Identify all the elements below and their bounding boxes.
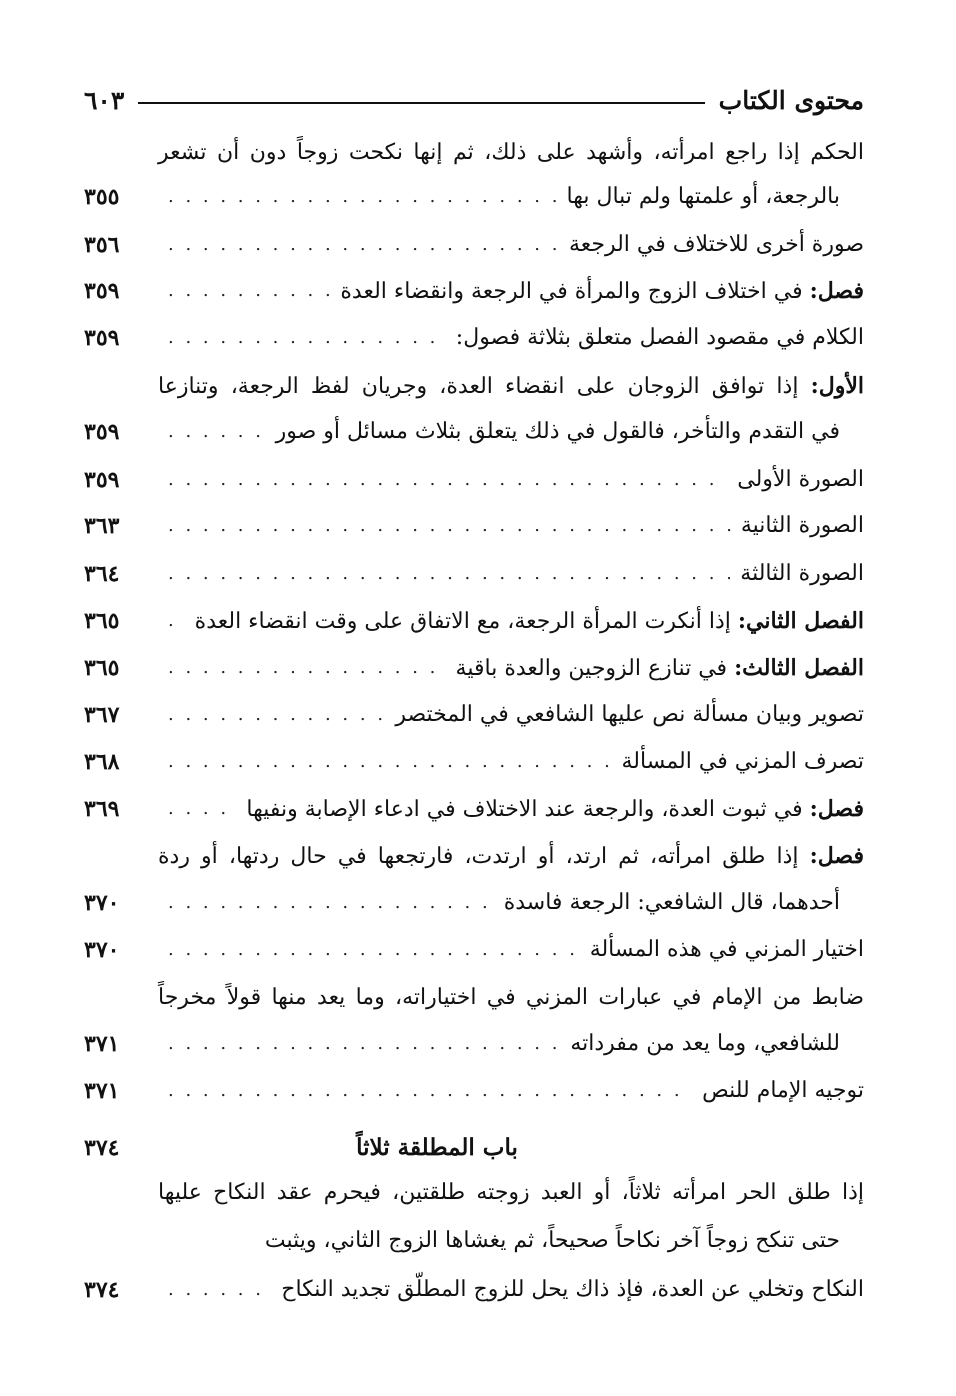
toc-entry xyxy=(84,1068,864,1114)
entry-text: بالرجعة، أو علمتها ولم تبال بها xyxy=(566,184,840,209)
entry-page-number: ٣٦٨ xyxy=(84,749,120,775)
toc-entry xyxy=(84,315,864,361)
leader-dots xyxy=(168,739,612,785)
leader-dots xyxy=(168,1021,560,1067)
leader-dots xyxy=(168,1068,692,1114)
leader-dots xyxy=(168,315,446,361)
leader-dots xyxy=(168,174,557,220)
leader-dots xyxy=(168,409,266,455)
entry-text: فصل: في ثبوت العدة، والرجعة عند الاختلاف في ادعاء الإصابة ونفيها xyxy=(246,795,864,822)
entry-label: فصل: xyxy=(809,795,864,822)
entry-text: صورة أخرى للاختلاف في الرجعة xyxy=(568,232,864,257)
leader-dots xyxy=(168,880,494,926)
entry-label: الفصل الثاني: xyxy=(737,607,864,634)
toc-entry xyxy=(84,174,864,220)
leader-dots xyxy=(168,268,330,314)
chapter-heading-row xyxy=(84,1125,864,1171)
entry-text: إذا طلق الحر امرأته ثلاثاً، أو العبد زوجته طلقتين، فيحرم عقد النكاح عليها xyxy=(158,1180,864,1205)
entry-text: توجيه الإمام للنص xyxy=(702,1078,864,1103)
leader-dots xyxy=(168,551,730,597)
toc-entry xyxy=(84,457,864,503)
toc-entry xyxy=(84,975,864,1021)
entry-page-number: ٣٧٤ xyxy=(84,1277,120,1303)
entry-text: الكلام في مقصود الفصل متعلق بثلاثة فصول: xyxy=(455,325,864,350)
page-header xyxy=(84,78,864,122)
leader-dots xyxy=(168,786,236,832)
toc-entry xyxy=(84,130,864,176)
entry-text: تصرف المزني في المسألة xyxy=(621,749,864,774)
entry-text: الفصل الثالث: في تنازع الزوجين والعدة باقية xyxy=(455,654,864,681)
toc-entry xyxy=(84,739,864,785)
leader-dots xyxy=(168,222,559,268)
entry-page-number: ٣٥٩ xyxy=(84,419,120,445)
entry-text: الصورة الثانية xyxy=(740,513,864,538)
entry-text: النكاح وتخلي عن العدة، فإذ ذاك يحل للزوج المطلّق تجديد النكاح xyxy=(281,1277,864,1302)
leader-dots xyxy=(168,927,580,973)
entry-page-number: ٣٦٣ xyxy=(84,513,120,539)
toc-entry xyxy=(84,1218,864,1264)
entry-label: فصل: xyxy=(809,842,864,869)
entry-text: ضابط من الإمام في عبارات المزني في اختياراته، وما يعد منها قولاً مخرجاً xyxy=(158,985,864,1010)
toc-entry xyxy=(84,833,864,879)
entry-text: الصورة الثالثة xyxy=(740,561,864,586)
toc-entry xyxy=(84,598,864,644)
entry-page-number: ٣٥٩ xyxy=(84,325,120,351)
toc-entry xyxy=(84,1170,864,1216)
toc-entry xyxy=(84,927,864,973)
entry-text: فصل: إذا طلق امرأته، ثم ارتد، أو ارتدت، فارتجعها في حال ردتها، أو ردة xyxy=(158,842,864,869)
entry-text: في التقدم والتأخر، فالقول في ذلك يتعلق بثلاث مسائل أو صور xyxy=(275,419,840,444)
leader-dots xyxy=(168,457,727,503)
toc-entry xyxy=(84,222,864,268)
leader-dots xyxy=(168,692,385,738)
entry-label: الفصل الثالث: xyxy=(734,654,864,681)
entry-label: الأول: xyxy=(810,372,864,399)
entry-text: فصل: في اختلاف الزوج والمرأة في الرجعة وانقضاء العدة xyxy=(340,277,864,304)
toc-entry xyxy=(84,786,864,832)
chapter-title: باب المطلقة ثلاثاً xyxy=(356,1134,518,1161)
entry-text: حتى تنكح زوجاً آخر نكاحاً صحيحاً، ثم يغشاها الزوج الثاني، ويثبت xyxy=(264,1228,840,1253)
header-rule xyxy=(138,102,704,104)
entry-page-number: ٣٧٠ xyxy=(84,937,120,963)
toc-entry xyxy=(84,268,864,314)
entry-text: أحدهما، قال الشافعي: الرجعة فاسدة xyxy=(503,890,840,915)
entry-page-number: ٣٦٩ xyxy=(84,796,120,822)
toc-entry xyxy=(84,1021,864,1067)
entry-text: اختيار المزني في هذه المسألة xyxy=(589,937,864,962)
entry-text: للشافعي، وما يعد من مفرداته xyxy=(570,1031,840,1056)
entry-page-number: ٣٥٦ xyxy=(84,232,120,258)
entry-label: فصل: xyxy=(809,277,864,304)
entry-page-number: ٣٥٩ xyxy=(84,467,120,493)
entry-page-number: ٣٦٥ xyxy=(84,608,120,634)
toc-entry xyxy=(84,551,864,597)
toc-entry xyxy=(84,363,864,409)
leader-dots xyxy=(168,645,446,691)
entry-text: الفصل الثاني: إذا أنكرت المرأة الرجعة، مع الاتفاق على وقت انقضاء العدة xyxy=(194,607,864,634)
toc-entry xyxy=(84,1267,864,1313)
toc-entry xyxy=(84,503,864,549)
entry-page-number: ٣٧٤ xyxy=(84,1135,120,1161)
toc-entry xyxy=(84,692,864,738)
entry-page-number: ٣٥٥ xyxy=(84,184,120,210)
entry-page-number: ٣٦٤ xyxy=(84,561,120,587)
entry-page-number: ٣٧٠ xyxy=(84,890,120,916)
leader-dots xyxy=(168,598,185,644)
leader-dots xyxy=(168,1267,271,1313)
toc-entry xyxy=(84,645,864,691)
toc-entry xyxy=(84,880,864,926)
entry-text: الحكم إذا راجع امرأته، وأشهد على ذلك، ثم إنها نكحت زوجاً دون أن تشعر xyxy=(158,140,864,165)
entry-page-number: ٣٦٧ xyxy=(84,702,120,728)
toc-entry xyxy=(84,409,864,455)
entry-text: الأول: إذا توافق الزوجان على انقضاء العدة، وجريان لفظ الرجعة، وتنازعا xyxy=(158,372,864,399)
leader-dots xyxy=(168,503,731,549)
running-title: محتوى الكتاب xyxy=(718,85,864,115)
page-number: ٦٠٣ xyxy=(84,85,125,115)
entry-text: الصورة الأولى xyxy=(737,467,864,492)
entry-page-number: ٣٥٩ xyxy=(84,278,120,304)
entry-page-number: ٣٧١ xyxy=(84,1031,120,1057)
entry-page-number: ٣٧١ xyxy=(84,1078,120,1104)
entry-page-number: ٣٦٥ xyxy=(84,655,120,681)
entry-text: تصوير وبيان مسألة نص عليها الشافعي في المختصر xyxy=(395,702,864,727)
